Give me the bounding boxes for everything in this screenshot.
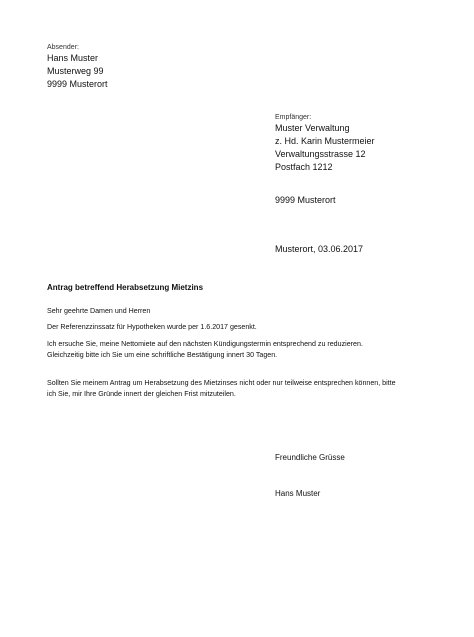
recipient-line: Postfach 1212 <box>275 162 333 172</box>
signature-name: Hans Muster <box>275 489 321 498</box>
salutation: Sehr geehrte Damen und Herren <box>47 307 151 315</box>
closing: Freundliche Grüsse <box>275 453 345 462</box>
paragraph-2 <box>47 339 437 361</box>
sender-block <box>47 43 227 91</box>
paragraph-line: Ich ersuche Sie, meine Nettomiete auf den nächsten Kündigungstermin entsprechend zu reduzieren. <box>47 340 363 348</box>
paragraph-3 <box>47 378 437 400</box>
paragraph-line: Gleichzeitig bitte ich Sie um eine schriftliche Bestätigung innert 30 Tagen. <box>47 351 278 359</box>
sender-label: Absender: <box>47 44 79 51</box>
place-date: Musterort, 03.06.2017 <box>275 244 364 254</box>
recipient-label: Empfänger: <box>275 114 312 121</box>
recipient-block <box>275 113 455 174</box>
paragraph-line: Der Referenzzinssatz für Hypotheken wurde per 1.6.2017 gesenkt. <box>47 323 257 331</box>
sender-name: Hans Muster <box>47 53 99 63</box>
sender-city: 9999 Musterort <box>47 79 108 89</box>
paragraph-1 <box>47 322 437 333</box>
paragraph-line: Sollten Sie meinem Antrag um Herabsetzung des Mietzinses nicht oder nur teilweise entsprechen können, bitte <box>47 379 396 387</box>
recipient-line: Muster Verwaltung <box>275 123 350 133</box>
recipient-city: 9999 Musterort <box>275 195 336 205</box>
recipient-line: Verwaltungsstrasse 12 <box>275 149 366 159</box>
sender-street: Musterweg 99 <box>47 66 104 76</box>
recipient-line: z. Hd. Karin Mustermeier <box>275 136 375 146</box>
letter-subject: Antrag betreffend Herabsetzung Mietzins <box>47 283 204 292</box>
paragraph-line: ich Sie, mir Ihre Gründe innert der gleichen Frist mitzuteilen. <box>47 390 236 398</box>
